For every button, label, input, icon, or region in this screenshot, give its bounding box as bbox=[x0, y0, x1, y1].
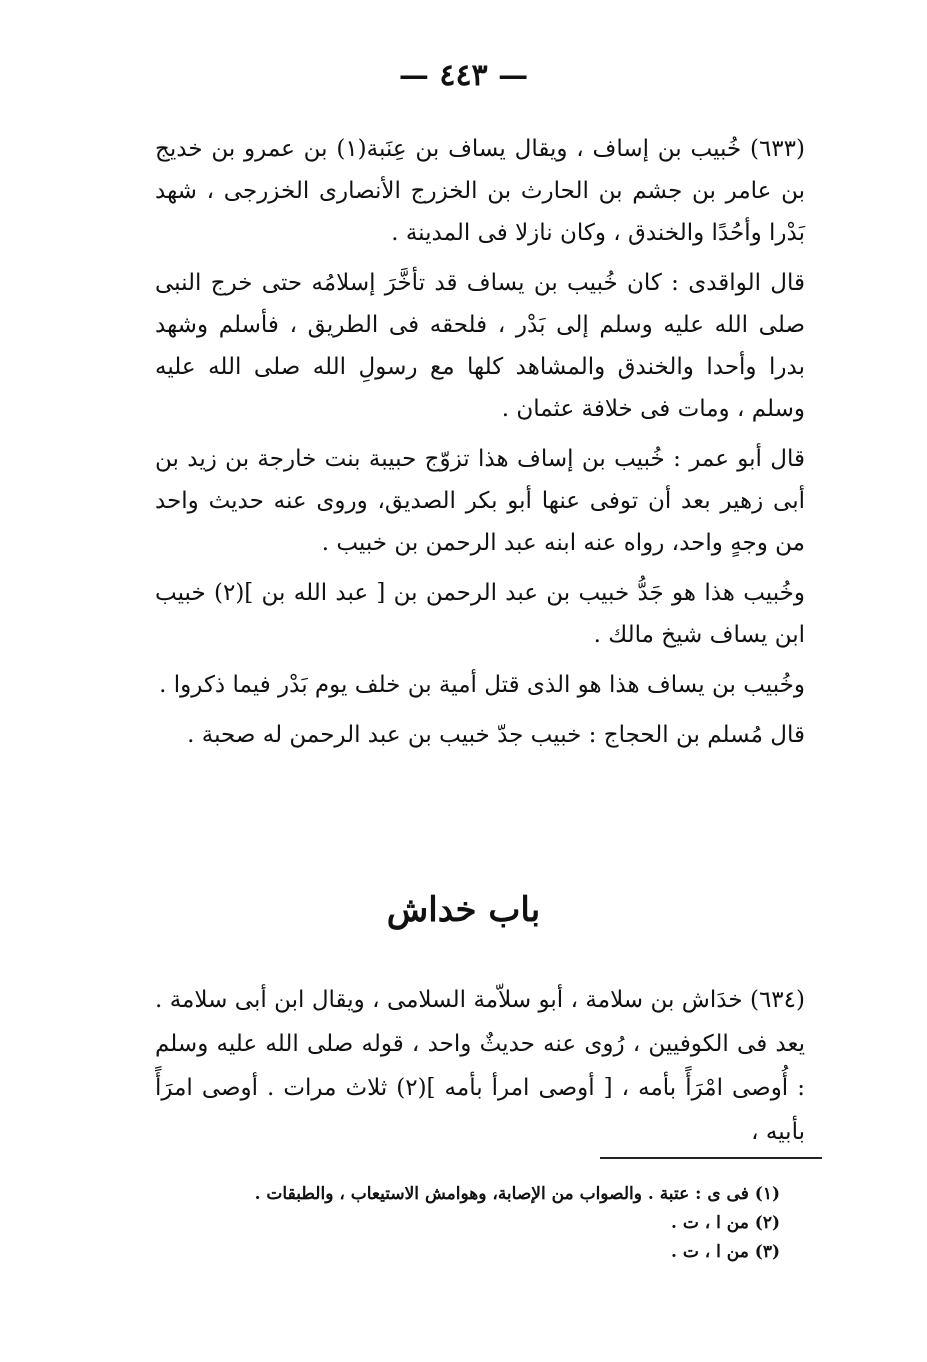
footnote-3: (٣) من ا ، ت . bbox=[670, 1242, 780, 1262]
entry-633-paragraph-5: وخُبيب بن يساف هذا هو الذى قتل أمية بن خلف يوم بَدْر فيما ذكروا . bbox=[159, 672, 805, 698]
footnote-divider bbox=[600, 1157, 822, 1159]
entry-633 bbox=[155, 128, 805, 764]
footnote-1: (١) فى ى : عتبة . والصواب من الإصابة، وهوامش الاستيعاب ، والطبقات . bbox=[254, 1184, 780, 1204]
entry-633-paragraph-3: قال أبو عمر : خُبيب بن إساف هذا تزوّج حبيبة بنت خارجة بن زيد بن أبى زهير بعد أن توفى عنها أبو بكر الصديق، وروى عنه حديث واحد من وجهٍ واحد، رواه عنه ابنه عبد الرحمن بن خبيب . bbox=[155, 446, 805, 556]
footnote-2: (٢) من ا ، ت . bbox=[670, 1213, 780, 1233]
entry-634 bbox=[155, 978, 805, 1154]
entry-634-paragraph-1: (٦٣٤) خدَاش بن سلامة ، أبو سلاّمة السلامى ، ويقال ابن أبى سلامة . يعد فى الكوفيين ، رُوى عنه حديثٌ واحد ، قوله صلى الله عليه وسلم : أُوصى امْرَأً بأمه ، [ أوصى امرأ بأمه ](٢) ثلاث مرات . أوصى امرَأً بأبيه ، bbox=[155, 987, 805, 1145]
section-heading: باب خداش bbox=[386, 890, 541, 930]
page-number: — ٤٤٣ — bbox=[398, 58, 529, 93]
footnotes bbox=[200, 1180, 780, 1267]
entry-633-paragraph-1: (٦٣٣) خُبيب بن إساف ، ويقال يساف بن عِنَبة(١) بن عمرو بن خديج بن عامر بن جشم بن الحارث بن الخزرج الأنصارى الخزرجى ، شهد بَدْرا وأحُدًا والخندق ، وكان نازلا فى المدينة . bbox=[155, 136, 805, 246]
entry-633-paragraph-2: قال الواقدى : كان خُبيب بن يساف قد تأخَّرَ إسلامُه حتى خرج النبى صلى الله عليه وسلم إلى بَدْر ، فلحقه فى الطريق ، فأسلم وشهد بدرا وأحدا والخندق والمشاهد كلها مع رسولِ الله صلى الله عليه وسلم ، ومات فى خلافة عثمان . bbox=[155, 270, 805, 422]
entry-633-paragraph-4: وخُبيب هذا هو جَدُّ خبيب بن عبد الرحمن بن [ عبد الله بن ](٢) خبيب ابن يساف شيخ مالك . bbox=[155, 580, 805, 648]
entry-633-paragraph-6: قال مُسلم بن الحجاج : خبيب جدّ خبيب بن عبد الرحمن له صحبة . bbox=[187, 722, 805, 748]
